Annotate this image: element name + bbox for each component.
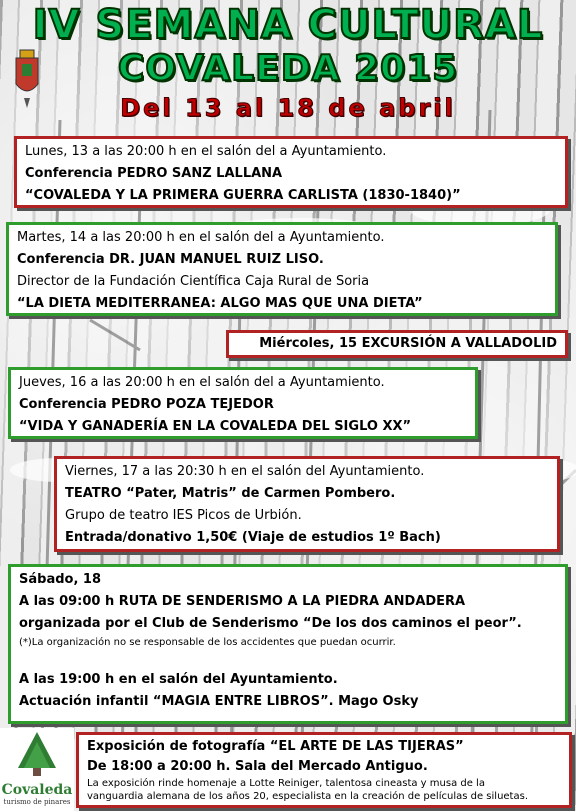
saturday-disclaimer: (*)La organización no se responsable de los accidentes que puedan ocurrir. [19,637,396,648]
friday-play: TEATRO “Pater, Matris” de Carmen Pombero. [65,486,396,501]
event-title: IV SEMANA CULTURAL [32,2,544,48]
monday-talk-title: “COVALEDA Y LA PRIMERA GUERRA CARLISTA (1830-1840)” [25,188,461,203]
logo-name: Covaleda [1,782,73,798]
pine-tree-icon [0,728,74,778]
exhibition-description-2: vanguardia alemana de los años 20, especialista en la creación de películas de siluetas. [87,791,528,802]
thursday-speaker: Conferencia PEDRO POZA TEJEDOR [19,397,274,412]
monday-schedule: Lunes, 13 a las 20:00 h en el salón del a Ayuntamiento. [25,144,387,159]
saturday-date: Sábado, 18 [19,572,102,587]
exhibition-description-1: La exposición rinde homenaje a Lotte Reiniger, talentosa cineasta y musa de la [87,778,485,789]
friday-ticket-price: Entrada/donativo 1,50€ (Viaje de estudios 1º Bach) [65,530,441,545]
event-subtitle: COVALEDA 2015 [117,48,459,89]
friday-box [54,456,560,552]
tuesday-speaker-role: Director de la Fundación Científica Caja Rural de Soria [17,274,370,289]
tuesday-speaker: Conferencia DR. JUAN MANUEL RUIZ LISO. [17,252,324,267]
exhibition-box [76,732,572,808]
wednesday-excursion: Miércoles, 15 EXCURSIÓN A VALLADOLID [259,336,557,351]
monday-box [14,136,568,208]
saturday-box [8,564,568,724]
thursday-talk-title: “VIDA Y GANADERÍA EN LA COVALEDA DEL SIGLO XX” [19,419,412,434]
thursday-box [8,367,478,439]
monday-speaker: Conferencia PEDRO SANZ LALLANA [25,166,283,181]
wednesday-box [226,330,568,358]
saturday-evening-schedule: A las 19:00 h en el salón del Ayuntamiento. [19,672,338,687]
saturday-magic-show: Actuación infantil “MAGIA ENTRE LIBROS”. Mago Osky [19,694,419,709]
tuesday-talk-title: “LA DIETA MEDITERRANEA: ALGO MAS QUE UNA DIETA” [17,296,423,311]
tuesday-schedule: Martes, 14 a las 20:00 h en el salón del a Ayuntamiento. [17,230,385,245]
exhibition-title: Exposición de fotografía “EL ARTE DE LAS TIJERAS” [87,739,464,754]
logo-tagline: turismo de pinares [3,798,71,806]
thursday-schedule: Jueves, 16 a las 20:00 h en el salón del a Ayuntamiento. [19,375,385,390]
friday-theatre-group: Grupo de teatro IES Picos de Urbión. [65,508,302,523]
covaleda-tourism-logo [0,728,74,811]
friday-schedule: Viernes, 17 a las 20:30 h en el salón del Ayuntamiento. [65,464,425,479]
exhibition-schedule: De 18:00 a 20:00 h. Sala del Mercado Antiguo. [87,759,428,774]
saturday-organizer: organizada por el Club de Senderismo “De los dos caminos el peor”. [19,616,522,631]
saturday-hike: A las 09:00 h RUTA DE SENDERISMO A LA PIEDRA ANDADERA [19,594,466,609]
event-dates: Del 13 al 18 de abril [120,94,456,122]
tuesday-box [6,222,558,316]
